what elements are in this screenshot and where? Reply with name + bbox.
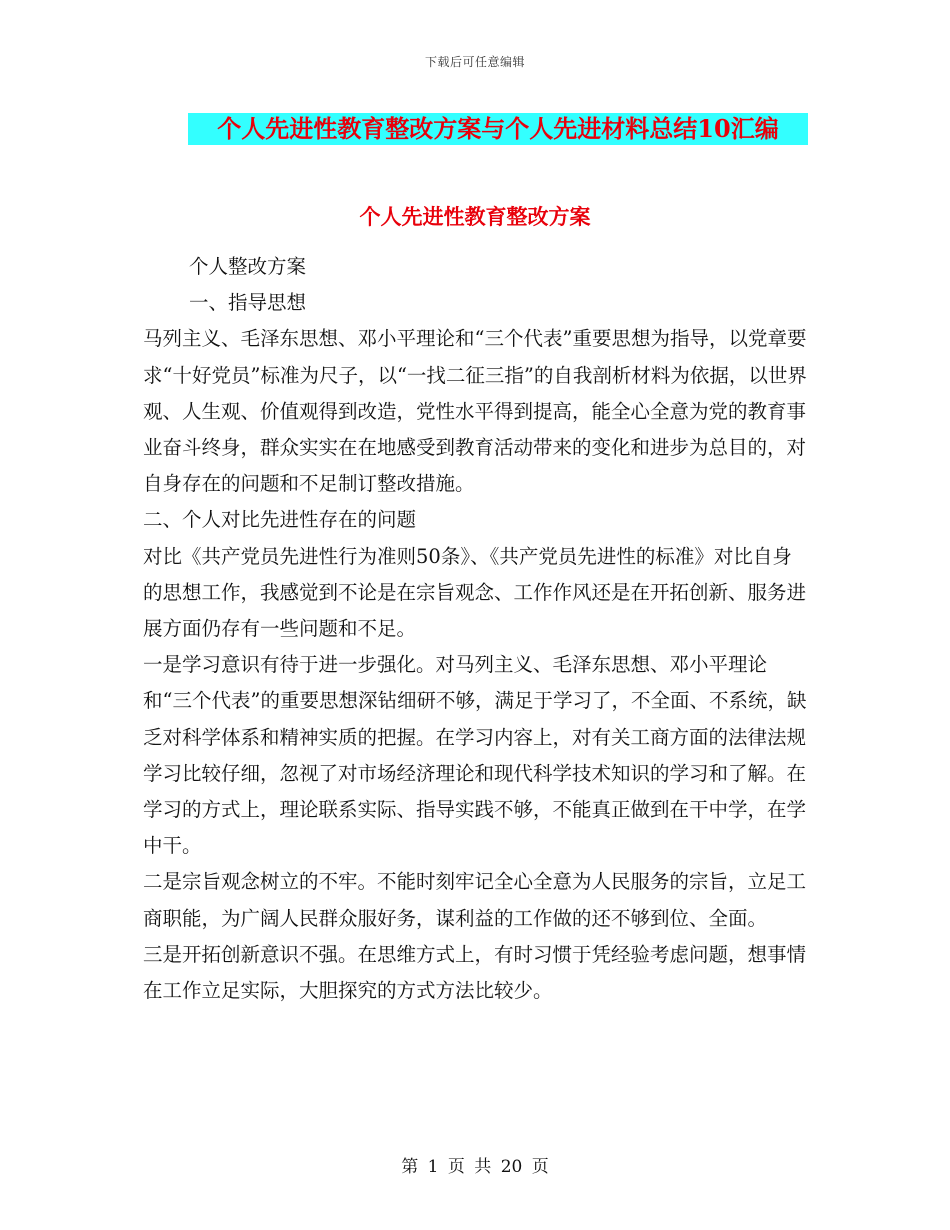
section-title: 个人先进性教育整改方案: [359, 204, 591, 229]
heading-problems: 二、个人对比先进性存在的问题: [143, 508, 417, 532]
document-title: 个人先进性教育整改方案与个人先进材料总结10汇编: [188, 113, 808, 145]
paragraph-guiding-thought: 马列主义、毛泽东思想、邓小平理论和“三个代表”重要思想为指导，以党章要求“十好党员”标准为尺子，以“一找二征三指”的自我剖析材料为依据，以世界观、人生观、价值观得到改造，党性水平得到提高，能全心全意为党的教育事业奋斗终身，群众实实在在地感受到教育活动带来的变化和进步为总目的，对自身存在的问题和不足制订整改措施。: [143, 327, 807, 496]
paragraph-problem-3: 三是开拓创新意识不强。在思维方式上，有时习惯于凭经验考虑问题，想事情在工作立足实际，大胆探究的方式方法比较少。: [143, 942, 807, 1003]
subheading-plan: 个人整改方案: [189, 255, 307, 278]
page-number: 第 1 页 共 20 页: [401, 1157, 549, 1177]
paragraph-comparison: 对比《共产党员先进性行为准则50条》、《共产党员先进性的标准》对比自身的思想工作，我感觉到不论是在宗旨观念、工作作风还是在开拓创新、服务进展方面仍存有一些问题和不足。: [143, 544, 807, 641]
paragraph-problem-2: 二是宗旨观念树立的不牢。不能时刻牢记全心全意为人民服务的宗旨，立足工商职能，为广阔人民群众服好务，谋利益的工作做的还不够到位、全面。: [143, 870, 807, 930]
paragraph-problem-1: 一是学习意识有待于进一步强化。对马列主义、毛泽东思想、邓小平理论和“三个代表”的重要思想深钻细研不够，满足于学习了，不全面、不系统，缺乏对科学体系和精神实质的把握。在学习内容上，对有关工商方面的法律法规学习比较仔细，忽视了对市场经济理论和现代科学技术知识的学习和了解。在学习的方式上，理论联系实际、指导实践不够，不能真正做到在干中学，在学中干。: [143, 653, 807, 858]
header-note: 下载后可任意编辑: [424, 55, 525, 69]
document-body: [143, 249, 809, 1009]
heading-guiding-thought: 一、指导思想: [189, 291, 307, 315]
